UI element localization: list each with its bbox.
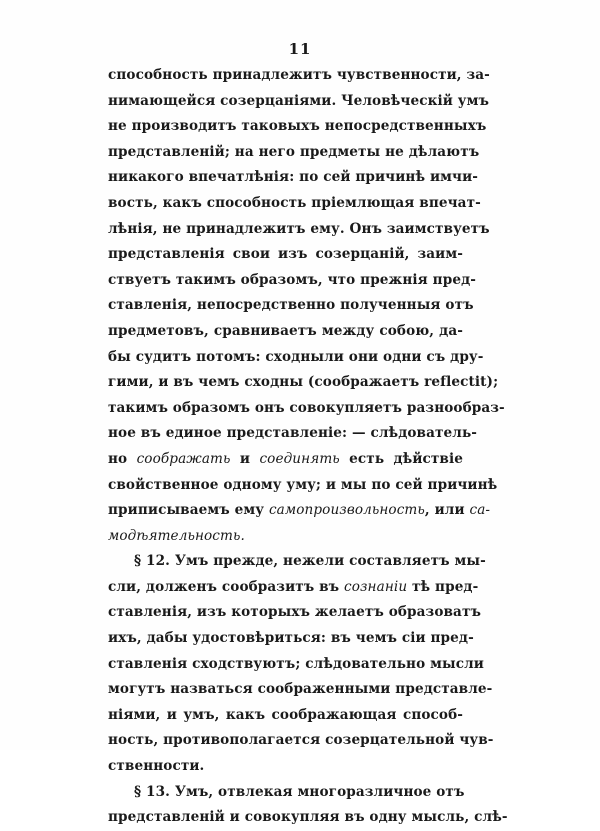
text-segment: ставленія, изъ которыхъ желаетъ образоватъ	[108, 604, 481, 621]
text-line	[108, 345, 484, 371]
text-segment: гими, и въ чемъ сходны (соображаетъ reflectit);	[108, 374, 499, 391]
text-segment: , или	[424, 502, 470, 519]
text-segment: ніями, и умъ, какъ соображающая способ-	[108, 706, 463, 723]
text-segment: представленія свои изъ созерцаній, заим-	[108, 246, 463, 263]
text-segment: бы судитъ потомъ: сходныли они одни съ дру-	[108, 348, 484, 365]
text-line	[108, 473, 498, 499]
text-line	[108, 63, 490, 89]
italic-text: соединять	[259, 450, 340, 467]
text-line	[108, 396, 505, 422]
text-line	[108, 600, 481, 626]
text-segment: тѣ пред-	[407, 578, 479, 595]
text-segment: § 13. Умъ, отвлекая многоразличное отъ	[134, 783, 465, 800]
body-text	[108, 63, 508, 831]
italic-text: модѣятельность.	[108, 527, 245, 544]
text-segment: вость, какъ способность пріемлющая впечат-	[108, 194, 481, 211]
text-segment: приписываемъ ему	[108, 502, 269, 519]
page-number: 11	[288, 40, 312, 58]
text-line	[108, 677, 493, 703]
text-line	[108, 754, 463, 780]
text-line	[108, 728, 494, 754]
text-line	[108, 319, 463, 345]
text-segment: не производитъ таковыхъ непосредственныхъ	[108, 118, 487, 135]
italic-text: самопроизвольность	[268, 502, 425, 519]
text-segment: нимающейся созерцаніями. Человѣческій умъ	[108, 92, 490, 109]
text-line	[108, 626, 474, 652]
text-segment: ставленія сходствуютъ; слѣдовательно мысли	[108, 655, 484, 672]
text-segment: ственности.	[108, 758, 205, 775]
text-line	[108, 89, 490, 115]
text-segment: но	[108, 450, 137, 467]
text-line	[108, 780, 463, 806]
text-segment: свойственное одному уму; и мы по сей причинѣ	[108, 476, 498, 493]
text-segment: предметовъ, сравниваетъ между собою, да-	[108, 322, 463, 339]
text-segment: никакого впечатлѣнія: по сей причинѣ имчи-	[108, 169, 479, 186]
text-line	[108, 575, 479, 601]
text-segment: ное въ единое представленіе: — слѣдователь-	[108, 425, 478, 442]
text-line	[108, 217, 490, 243]
text-line	[108, 524, 463, 550]
text-segment: ихъ, дабы удостовѣриться: въ чемъ сіи пред-	[108, 630, 474, 647]
text-line	[108, 370, 499, 396]
text-segment: такимъ образомъ онъ совокупляетъ разнообраз-	[108, 399, 505, 416]
text-line	[108, 191, 481, 217]
text-line	[108, 652, 484, 678]
text-segment: ствуетъ такимъ образомъ, что прежнія пред-	[108, 271, 476, 288]
text-segment: сли, долженъ сообразитъ въ	[108, 578, 345, 595]
text-line	[108, 549, 486, 575]
text-line	[108, 421, 478, 447]
text-line	[108, 805, 508, 831]
text-line	[108, 165, 479, 191]
text-segment: § 12. Умъ прежде, нежели составляетъ мы-	[134, 553, 486, 570]
text-segment: и	[230, 450, 260, 467]
italic-text: са-	[469, 502, 491, 519]
text-line	[108, 703, 463, 729]
text-line	[108, 242, 463, 268]
text-line	[108, 268, 476, 294]
text-segment: представленій и совокупляя въ одну мысль, слѣ-	[108, 809, 508, 826]
text-line	[108, 498, 491, 524]
text-segment: ставленія, непосредственно полученныя отъ	[108, 297, 474, 314]
text-segment: есть дѣйствіе	[339, 450, 463, 467]
text-line	[108, 447, 463, 473]
text-segment: ность, противополагается созерцательной чув-	[108, 732, 494, 749]
italic-text: соображать	[136, 450, 231, 467]
text-line	[108, 293, 474, 319]
italic-text: сознаніи	[344, 578, 408, 595]
text-line	[108, 114, 487, 140]
text-segment: лѣнія, не принадлежитъ ему. Онъ заимствуетъ	[108, 220, 490, 237]
text-segment: представленій; на него предметы не дѣлаютъ	[108, 143, 480, 160]
text-line	[108, 140, 480, 166]
text-segment: могутъ назваться соображенными представле-	[108, 681, 493, 698]
text-segment: способность принадлежитъ чувственности, за-	[108, 67, 490, 83]
